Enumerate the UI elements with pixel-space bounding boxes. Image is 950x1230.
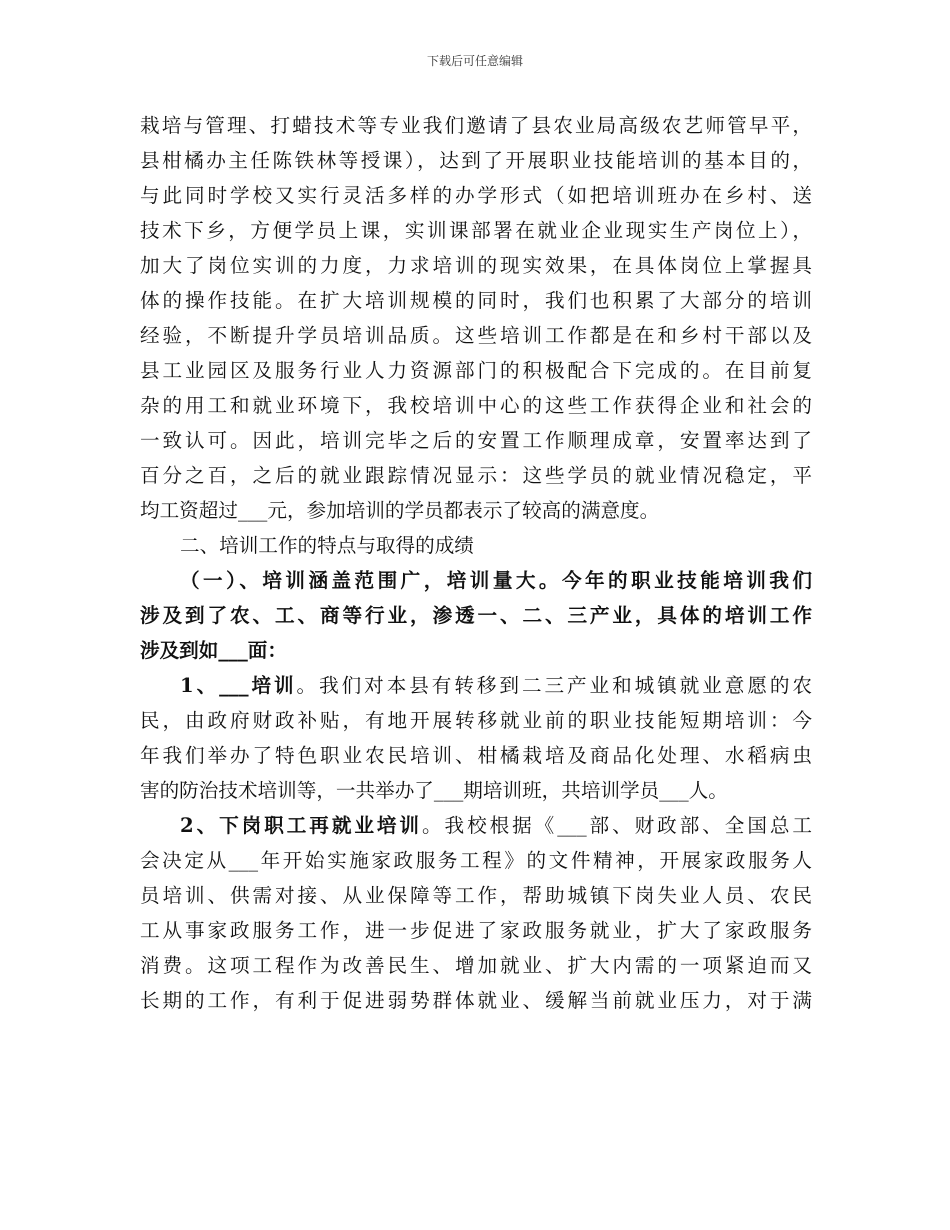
paragraph-line: 害的防治技术培训等，一共举办了___期培训班，共培训学员___人。 <box>140 779 728 802</box>
paragraph-line: 员培训、供需对接、从业保障等工作，帮助城镇下岗失业人员、农民 <box>140 884 812 907</box>
item-heading: 1、___培训 <box>180 674 297 697</box>
paragraph-line: 消费。这项工程作为改善民生、增加就业、扩大内需的一项紧迫而又 <box>140 954 812 977</box>
paragraph-line: 百分之百，之后的就业跟踪情况显示：这些学员的就业情况稳定，平 <box>140 464 812 487</box>
paragraph-line: 栽培与管理、打蜡技术等专业我们邀请了县农业局高级农艺师管早平， <box>140 114 812 137</box>
paragraph-line: 体的操作技能。在扩大培训规模的同时，我们也积累了大部分的培训 <box>140 289 812 312</box>
paragraph-line: 二、培训工作的特点与取得的成绩 <box>180 534 474 557</box>
paragraph-line: 年我们举办了特色职业农民培训、柑橘栽培及商品化处理、水稻病虫 <box>140 744 812 767</box>
paragraph-line: 涉及到如___面： <box>140 639 287 662</box>
paragraph-line <box>140 808 812 843</box>
paragraph-line: 会决定从___年开始实施家政服务工程》的文件精神，开展家政服务人 <box>140 849 812 872</box>
paragraph-line: 技术下乡，方便学员上课，实训课部署在就业企业现实生产岗位上）， <box>140 219 812 242</box>
paragraph-line: 县柑橘办主任陈铁林等授课），达到了开展职业技能培训的基本目的， <box>140 149 812 172</box>
page-header: 下载后可任意编辑 <box>426 54 523 68</box>
paragraph-line <box>140 668 812 703</box>
paragraph-line: 经验，不断提升学员培训品质。这些培训工作都是在和乡村干部以及 <box>140 324 812 347</box>
item-heading: 2、下岗职工再就业培训 <box>180 814 422 837</box>
paragraph-line: 县工业园区及服务行业人力资源部门的积极配合下完成的。在目前复 <box>140 359 812 382</box>
paragraph-line: 杂的用工和就业环境下，我校培训中心的这些工作获得企业和社会的 <box>140 394 812 417</box>
paragraph-line: 工从事家政服务工作，进一步促进了家政服务就业，扩大了家政服务 <box>140 919 812 942</box>
paragraph-line: 涉及到了农、工、商等行业，渗透一、二、三产业，具体的培训工作 <box>140 604 812 627</box>
item-text: 。我校根据《___部、财政部、全国总工 <box>421 814 813 837</box>
paragraph-line: 加大了岗位实训的力度，力求培训的现实效果，在具体岗位上掌握具 <box>140 254 812 277</box>
item-text: 。我们对本县有转移到二三产业和城镇就业意愿的农 <box>296 674 813 697</box>
paragraph-line: 民，由政府财政补贴，有地开展转移就业前的职业技能短期培训：今 <box>140 709 812 732</box>
paragraph-line: 均工资超过___元，参加培训的学员都表示了较高的满意度。 <box>140 499 660 522</box>
document-body <box>140 108 812 1018</box>
paragraph-line: 长期的工作，有利于促进弱势群体就业、缓解当前就业压力，对于满 <box>140 989 812 1012</box>
paragraph-line: 一致认可。因此，培训完毕之后的安置工作顺理成章，安置率达到了 <box>140 429 812 452</box>
paragraph-line: 与此同时学校又实行灵活多样的办学形式（如把培训班办在乡村、送 <box>140 184 812 207</box>
paragraph-line: （一）、培训涵盖范围广，培训量大。今年的职业技能培训我们 <box>180 569 812 592</box>
